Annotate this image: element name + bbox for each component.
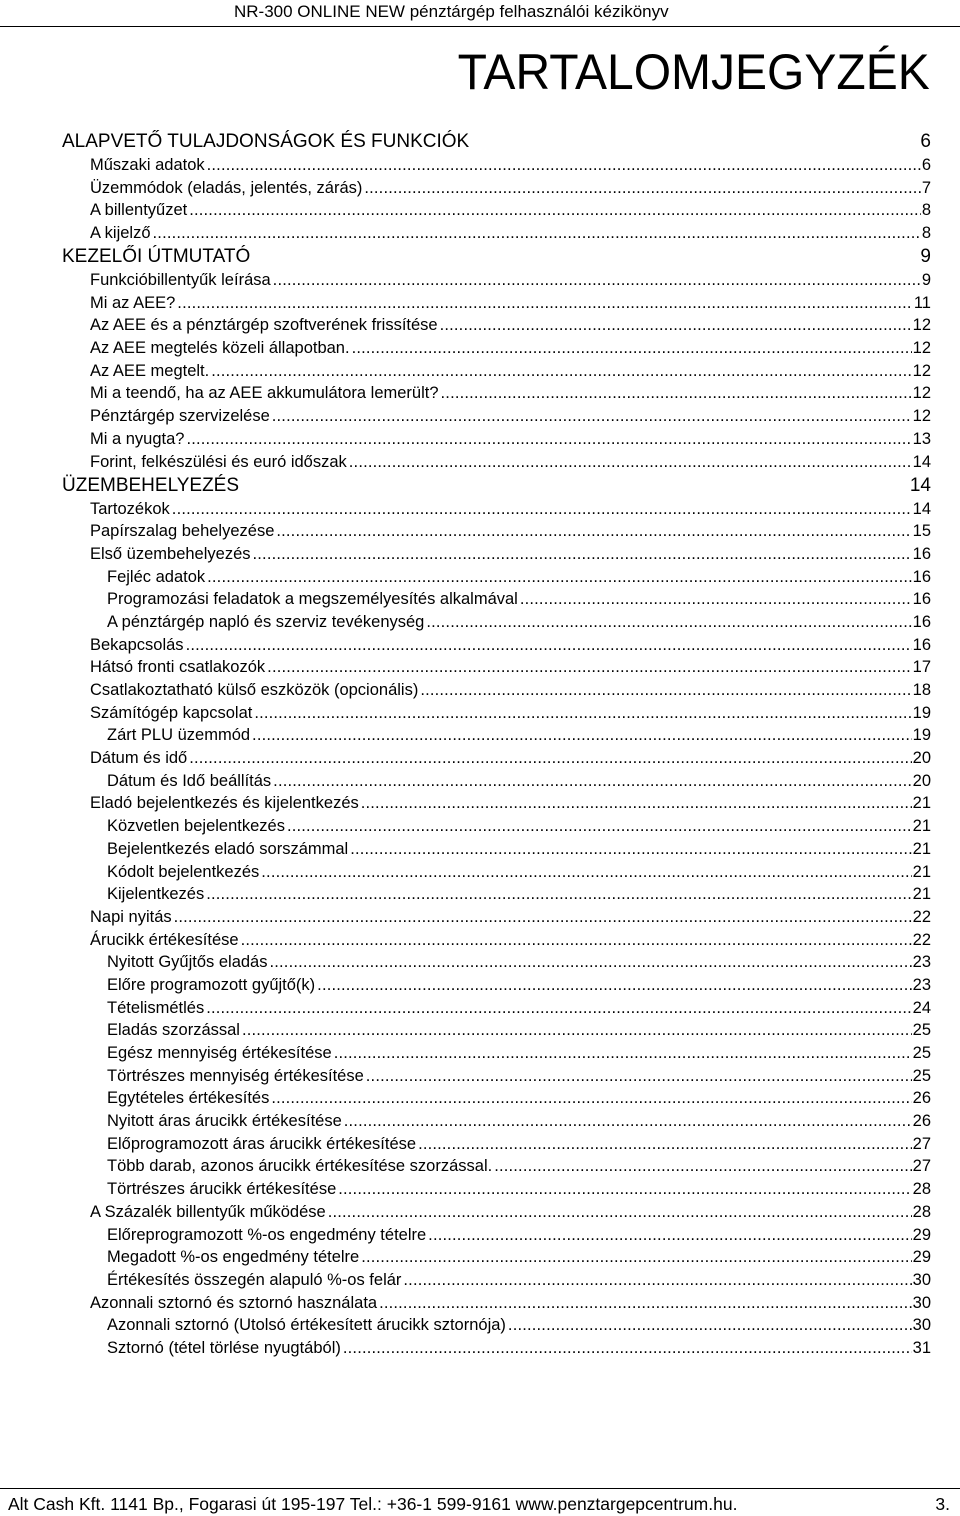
- toc-entry[interactable]: [0, 768, 960, 791]
- toc-entry-page: 14: [912, 499, 931, 518]
- toc-entry-page: 21: [912, 862, 931, 881]
- toc-entry[interactable]: [0, 1108, 960, 1131]
- toc-dot-leader: [189, 200, 921, 220]
- toc-entry-title: Számítógép kapcsolat: [90, 703, 253, 722]
- toc-entry-page: 14: [909, 474, 931, 496]
- toc-entry[interactable]: [0, 313, 960, 336]
- toc-entry-page: 6: [920, 131, 931, 153]
- toc-entry-title: Programozási feladatok a megszemélyesítés alkalmával: [107, 590, 518, 609]
- toc-entry-title: Törtrészes mennyiség értékesítése: [107, 1066, 364, 1085]
- toc-dot-leader: [273, 771, 911, 791]
- toc-dot-leader: [344, 1111, 912, 1131]
- toc-entry-page: 21: [912, 839, 931, 858]
- toc-entry-title: A Százalék billentyűk működése: [90, 1202, 326, 1221]
- toc-entry[interactable]: [0, 152, 960, 175]
- toc-entry-title: Előre programozott gyűjtő(k): [107, 975, 316, 994]
- header-text: NR-300 ONLINE NEW pénztárgép felhasználói kézikönyv: [234, 2, 669, 21]
- toc-dot-leader: [520, 589, 912, 609]
- toc-entry-title: Értékesítés összegén alapuló %-os felár: [107, 1270, 402, 1289]
- toc-entry[interactable]: [0, 403, 960, 426]
- toc-entry[interactable]: [0, 904, 960, 927]
- toc-entry-title: Zárt PLU üzemmód: [107, 726, 251, 745]
- toc-entry-title: Eladó bejelentkezés és kijelentkezés: [90, 794, 359, 813]
- toc-entry[interactable]: [0, 723, 960, 746]
- toc-dot-leader: [343, 1338, 912, 1358]
- toc-entry-page: 29: [912, 1248, 931, 1267]
- toc-entry-page: 13: [912, 429, 931, 448]
- toc-entry-page: 16: [912, 635, 931, 654]
- toc-dot-leader: [254, 703, 911, 723]
- toc-entry[interactable]: [0, 632, 960, 655]
- toc-entry-title: Mi a nyugta?: [90, 429, 185, 448]
- toc-dot-leader: [276, 521, 911, 541]
- toc-dot-leader: [189, 748, 911, 768]
- toc-entry-title: Sztornó (tétel törlése nyugtából): [107, 1338, 341, 1357]
- toc-entry-title: Előreprogramozott %-os engedmény tételre: [107, 1225, 427, 1244]
- toc-entry[interactable]: [0, 882, 960, 905]
- toc-dot-leader: [186, 429, 911, 449]
- toc-entry-page: 19: [912, 703, 931, 722]
- toc-entry-page: 7: [921, 178, 931, 197]
- toc-entry-title: Forint, felkészülési és euró időszak: [90, 452, 347, 471]
- toc-entry-page: 15: [912, 522, 931, 541]
- toc-entry[interactable]: [0, 335, 960, 358]
- toc-entry-page: 22: [912, 930, 931, 949]
- toc-entry-page: 28: [912, 1202, 931, 1221]
- toc-entry[interactable]: [0, 1086, 960, 1109]
- toc-entry[interactable]: [0, 859, 960, 882]
- toc-entry-page: 8: [921, 201, 931, 220]
- toc-entry[interactable]: [0, 267, 960, 290]
- toc-entry[interactable]: [0, 1154, 960, 1177]
- toc-entry-title: Bekapcsolás: [90, 635, 184, 654]
- toc-dot-leader: [253, 544, 912, 564]
- toc-dot-leader: [379, 1293, 912, 1313]
- toc-dot-leader: [440, 315, 912, 335]
- toc-dot-leader: [206, 998, 911, 1018]
- toc-entry[interactable]: [0, 677, 960, 700]
- table-of-contents: [0, 128, 960, 1358]
- toc-entry-title: KEZELŐI ÚTMUTATÓ: [62, 246, 251, 268]
- toc-entry-page: 23: [912, 953, 931, 972]
- toc-entry-title: A pénztárgép napló és szerviz tevékenység: [107, 612, 425, 631]
- toc-entry-title: Első üzembehelyezés: [90, 544, 251, 563]
- footer-text: Alt Cash Kft. 1141 Bp., Fogarasi út 195-197 Tel.: +36-1 599-9161 www.penztargepcentrum.hu.: [8, 1494, 738, 1514]
- toc-entry-title: Bejelentkezés eladó sorszámmal: [107, 839, 349, 858]
- toc-entry-title: ÜZEMBEHELYEZÉS: [62, 474, 240, 496]
- toc-entry[interactable]: [0, 700, 960, 723]
- toc-entry-page: 30: [912, 1293, 931, 1312]
- toc-entry[interactable]: [0, 655, 960, 678]
- toc-entry[interactable]: [0, 496, 960, 519]
- toc-entry-title: Hátsó fronti csatlakozók: [90, 658, 266, 677]
- toc-entry[interactable]: [0, 1199, 960, 1222]
- toc-entry[interactable]: [0, 1131, 960, 1154]
- toc-dot-leader: [241, 930, 912, 950]
- toc-entry-title: A kijelző: [90, 224, 151, 243]
- toc-entry-page: 26: [912, 1112, 931, 1131]
- toc-entry-title: Üzemmódok (eladás, jelentés, zárás): [90, 178, 363, 197]
- toc-entry[interactable]: [0, 243, 960, 267]
- toc-entry-title: Napi nyitás: [90, 907, 172, 926]
- footer-page-number: 3.: [935, 1494, 950, 1514]
- page-header: [0, 0, 960, 27]
- toc-entry-page: 25: [912, 1066, 931, 1085]
- toc-entry-title: Törtrészes árucikk értékesítése: [107, 1180, 337, 1199]
- toc-entry-page: 14: [912, 452, 931, 471]
- toc-entry-page: 21: [912, 817, 931, 836]
- toc-dot-leader: [361, 793, 912, 813]
- toc-entry[interactable]: [0, 950, 960, 973]
- toc-entry-page: 25: [912, 1044, 931, 1063]
- toc-entry[interactable]: [0, 175, 960, 198]
- toc-entry-page: 16: [912, 567, 931, 586]
- toc-dot-leader: [272, 406, 912, 426]
- toc-dot-leader: [420, 680, 911, 700]
- toc-dot-leader: [287, 816, 912, 836]
- toc-entry-title: Pénztárgép szervizelése: [90, 407, 270, 426]
- toc-entry-title: Nyitott Gyűjtős eladás: [107, 953, 268, 972]
- toc-entry-page: 9: [920, 246, 931, 268]
- toc-entry-title: Az AEE megtelt.: [90, 361, 210, 380]
- toc-dot-leader: [172, 499, 912, 519]
- toc-entry-page: 16: [912, 612, 931, 631]
- toc-entry-page: 20: [912, 771, 931, 790]
- page-title: TARTALOMJEGYZÉK: [457, 44, 930, 100]
- toc-entry[interactable]: [0, 472, 960, 496]
- toc-entry-title: Dátum és idő: [90, 749, 188, 768]
- toc-dot-leader: [349, 452, 912, 472]
- toc-entry-title: Azonnali sztornó (Utolsó értékesített árucikk sztornója): [107, 1316, 506, 1335]
- toc-entry-title: Nyitott áras árucikk értékesítése: [107, 1112, 342, 1131]
- toc-entry[interactable]: [0, 519, 960, 542]
- toc-dot-leader: [252, 725, 912, 745]
- toc-entry[interactable]: [0, 791, 960, 814]
- toc-entry-title: Mi az AEE?: [90, 293, 176, 312]
- toc-entry[interactable]: [0, 220, 960, 243]
- toc-entry-page: 16: [912, 544, 931, 563]
- toc-entry-page: 22: [912, 907, 931, 926]
- toc-entry-page: 6: [921, 155, 931, 174]
- toc-entry[interactable]: [0, 426, 960, 449]
- footer-divider: [0, 1488, 960, 1489]
- toc-dot-leader: [426, 612, 911, 632]
- toc-entry[interactable]: [0, 541, 960, 564]
- toc-dot-leader: [352, 338, 912, 358]
- toc-entry-page: 12: [912, 339, 931, 358]
- toc-entry-title: Mi a teendő, ha az AEE akkumulátora lemerült?: [90, 384, 439, 403]
- toc-entry[interactable]: [0, 972, 960, 995]
- toc-dot-leader: [177, 293, 913, 313]
- toc-entry[interactable]: [0, 128, 960, 152]
- toc-dot-leader: [317, 975, 911, 995]
- toc-entry[interactable]: [0, 1063, 960, 1086]
- toc-entry-page: 11: [913, 293, 931, 312]
- toc-entry-title: Az AEE és a pénztárgép szoftverének frissítése: [90, 316, 438, 335]
- toc-entry[interactable]: [0, 1040, 960, 1063]
- toc-entry-title: Árucikk értékesítése: [90, 930, 239, 949]
- toc-entry-title: Műszaki adatok: [90, 155, 205, 174]
- toc-entry-page: 12: [912, 361, 931, 380]
- toc-entry-page: 12: [912, 316, 931, 335]
- toc-dot-leader: [261, 862, 911, 882]
- toc-dot-leader: [270, 952, 912, 972]
- toc-dot-leader: [328, 1202, 912, 1222]
- toc-entry-page: 28: [912, 1180, 931, 1199]
- toc-entry[interactable]: [0, 381, 960, 404]
- toc-entry-title: A billentyűzet: [90, 201, 188, 220]
- toc-entry-page: 21: [912, 885, 931, 904]
- toc-entry-title: Az AEE megtelés közeli állapotban.: [90, 339, 350, 358]
- toc-entry-title: Eladás szorzással: [107, 1021, 240, 1040]
- toc-dot-leader: [418, 1134, 912, 1154]
- toc-entry-page: 12: [912, 407, 931, 426]
- toc-entry[interactable]: [0, 358, 960, 381]
- toc-dot-leader: [242, 1020, 912, 1040]
- toc-entry-page: 31: [912, 1338, 931, 1357]
- toc-dot-leader: [207, 567, 912, 587]
- toc-entry-page: 27: [912, 1134, 931, 1153]
- toc-dot-leader: [338, 1179, 911, 1199]
- toc-entry-title: Csatlakoztatható külső eszközök (opcionális): [90, 681, 419, 700]
- toc-dot-leader: [494, 1156, 911, 1176]
- toc-entry[interactable]: [0, 198, 960, 221]
- toc-entry-page: 27: [912, 1157, 931, 1176]
- toc-entry[interactable]: [0, 745, 960, 768]
- toc-entry[interactable]: [0, 587, 960, 610]
- toc-entry[interactable]: [0, 564, 960, 587]
- toc-entry-page: 17: [912, 658, 931, 677]
- toc-entry-title: Egész mennyiség értékesítése: [107, 1044, 332, 1063]
- toc-dot-leader: [350, 839, 911, 859]
- toc-entry[interactable]: [0, 927, 960, 950]
- toc-entry[interactable]: [0, 1018, 960, 1041]
- toc-dot-leader: [174, 907, 912, 927]
- toc-entry-page: 8: [921, 224, 931, 243]
- toc-entry-title: Papírszalag behelyezése: [90, 522, 275, 541]
- toc-entry[interactable]: [0, 1245, 960, 1268]
- toc-entry[interactable]: [0, 290, 960, 313]
- toc-dot-leader: [206, 884, 911, 904]
- toc-entry-page: 24: [912, 998, 931, 1017]
- toc-dot-leader: [403, 1270, 911, 1290]
- toc-entry-title: Funkcióbillentyűk leírása: [90, 271, 271, 290]
- toc-entry[interactable]: [0, 836, 960, 859]
- toc-dot-leader: [186, 635, 912, 655]
- toc-entry-page: 23: [912, 975, 931, 994]
- toc-dot-leader: [267, 657, 911, 677]
- toc-entry-page: 19: [912, 726, 931, 745]
- toc-entry-title: Kijelentkezés: [107, 885, 205, 904]
- toc-entry-page: 9: [921, 271, 931, 290]
- toc-entry-title: Dátum és Idő beállítás: [107, 771, 272, 790]
- toc-dot-leader: [428, 1225, 911, 1245]
- toc-entry-title: Közvetlen bejelentkezés: [107, 817, 285, 836]
- toc-entry-title: Egytételes értékesítés: [107, 1089, 270, 1108]
- toc-entry[interactable]: [0, 1290, 960, 1313]
- toc-dot-leader: [334, 1043, 912, 1063]
- toc-dot-leader: [361, 1247, 911, 1267]
- toc-dot-leader: [508, 1315, 912, 1335]
- toc-entry[interactable]: [0, 1313, 960, 1336]
- toc-dot-leader: [366, 1066, 912, 1086]
- toc-entry-title: Tartozékok: [90, 499, 170, 518]
- toc-entry-page: 20: [912, 749, 931, 768]
- toc-dot-leader: [153, 223, 921, 243]
- toc-entry[interactable]: [0, 1222, 960, 1245]
- toc-entry[interactable]: [0, 1335, 960, 1358]
- toc-entry[interactable]: [0, 995, 960, 1018]
- toc-dot-leader: [211, 361, 911, 381]
- toc-dot-leader: [271, 1088, 911, 1108]
- toc-entry[interactable]: [0, 449, 960, 472]
- toc-dot-leader: [273, 270, 921, 290]
- toc-entry-page: 26: [912, 1089, 931, 1108]
- toc-entry-title: Előprogramozott áras árucikk értékesítése: [107, 1134, 417, 1153]
- toc-entry-page: 12: [912, 384, 931, 403]
- toc-dot-leader: [207, 155, 921, 175]
- toc-entry[interactable]: [0, 609, 960, 632]
- toc-entry[interactable]: [0, 813, 960, 836]
- toc-entry-title: ALAPVETŐ TULAJDONSÁGOK ÉS FUNKCIÓK: [62, 131, 470, 153]
- toc-entry[interactable]: [0, 1267, 960, 1290]
- toc-dot-leader: [364, 178, 920, 198]
- toc-entry-page: 30: [912, 1316, 931, 1335]
- toc-entry-title: Tételismétlés: [107, 998, 205, 1017]
- toc-entry-title: Azonnali sztornó és sztornó használata: [90, 1293, 378, 1312]
- toc-entry-page: 25: [912, 1021, 931, 1040]
- toc-entry[interactable]: [0, 1176, 960, 1199]
- toc-entry-title: Fejléc adatok: [107, 567, 206, 586]
- toc-entry-page: 21: [912, 794, 931, 813]
- toc-entry-title: Kódolt bejelentkezés: [107, 862, 260, 881]
- toc-entry-page: 30: [912, 1270, 931, 1289]
- toc-entry-page: 16: [912, 590, 931, 609]
- toc-entry-title: Megadott %-os engedmény tételre: [107, 1248, 360, 1267]
- toc-entry-title: Több darab, azonos árucikk értékesítése szorzással.: [107, 1157, 493, 1176]
- toc-entry-page: 18: [912, 681, 931, 700]
- toc-dot-leader: [441, 383, 912, 403]
- toc-entry-page: 29: [912, 1225, 931, 1244]
